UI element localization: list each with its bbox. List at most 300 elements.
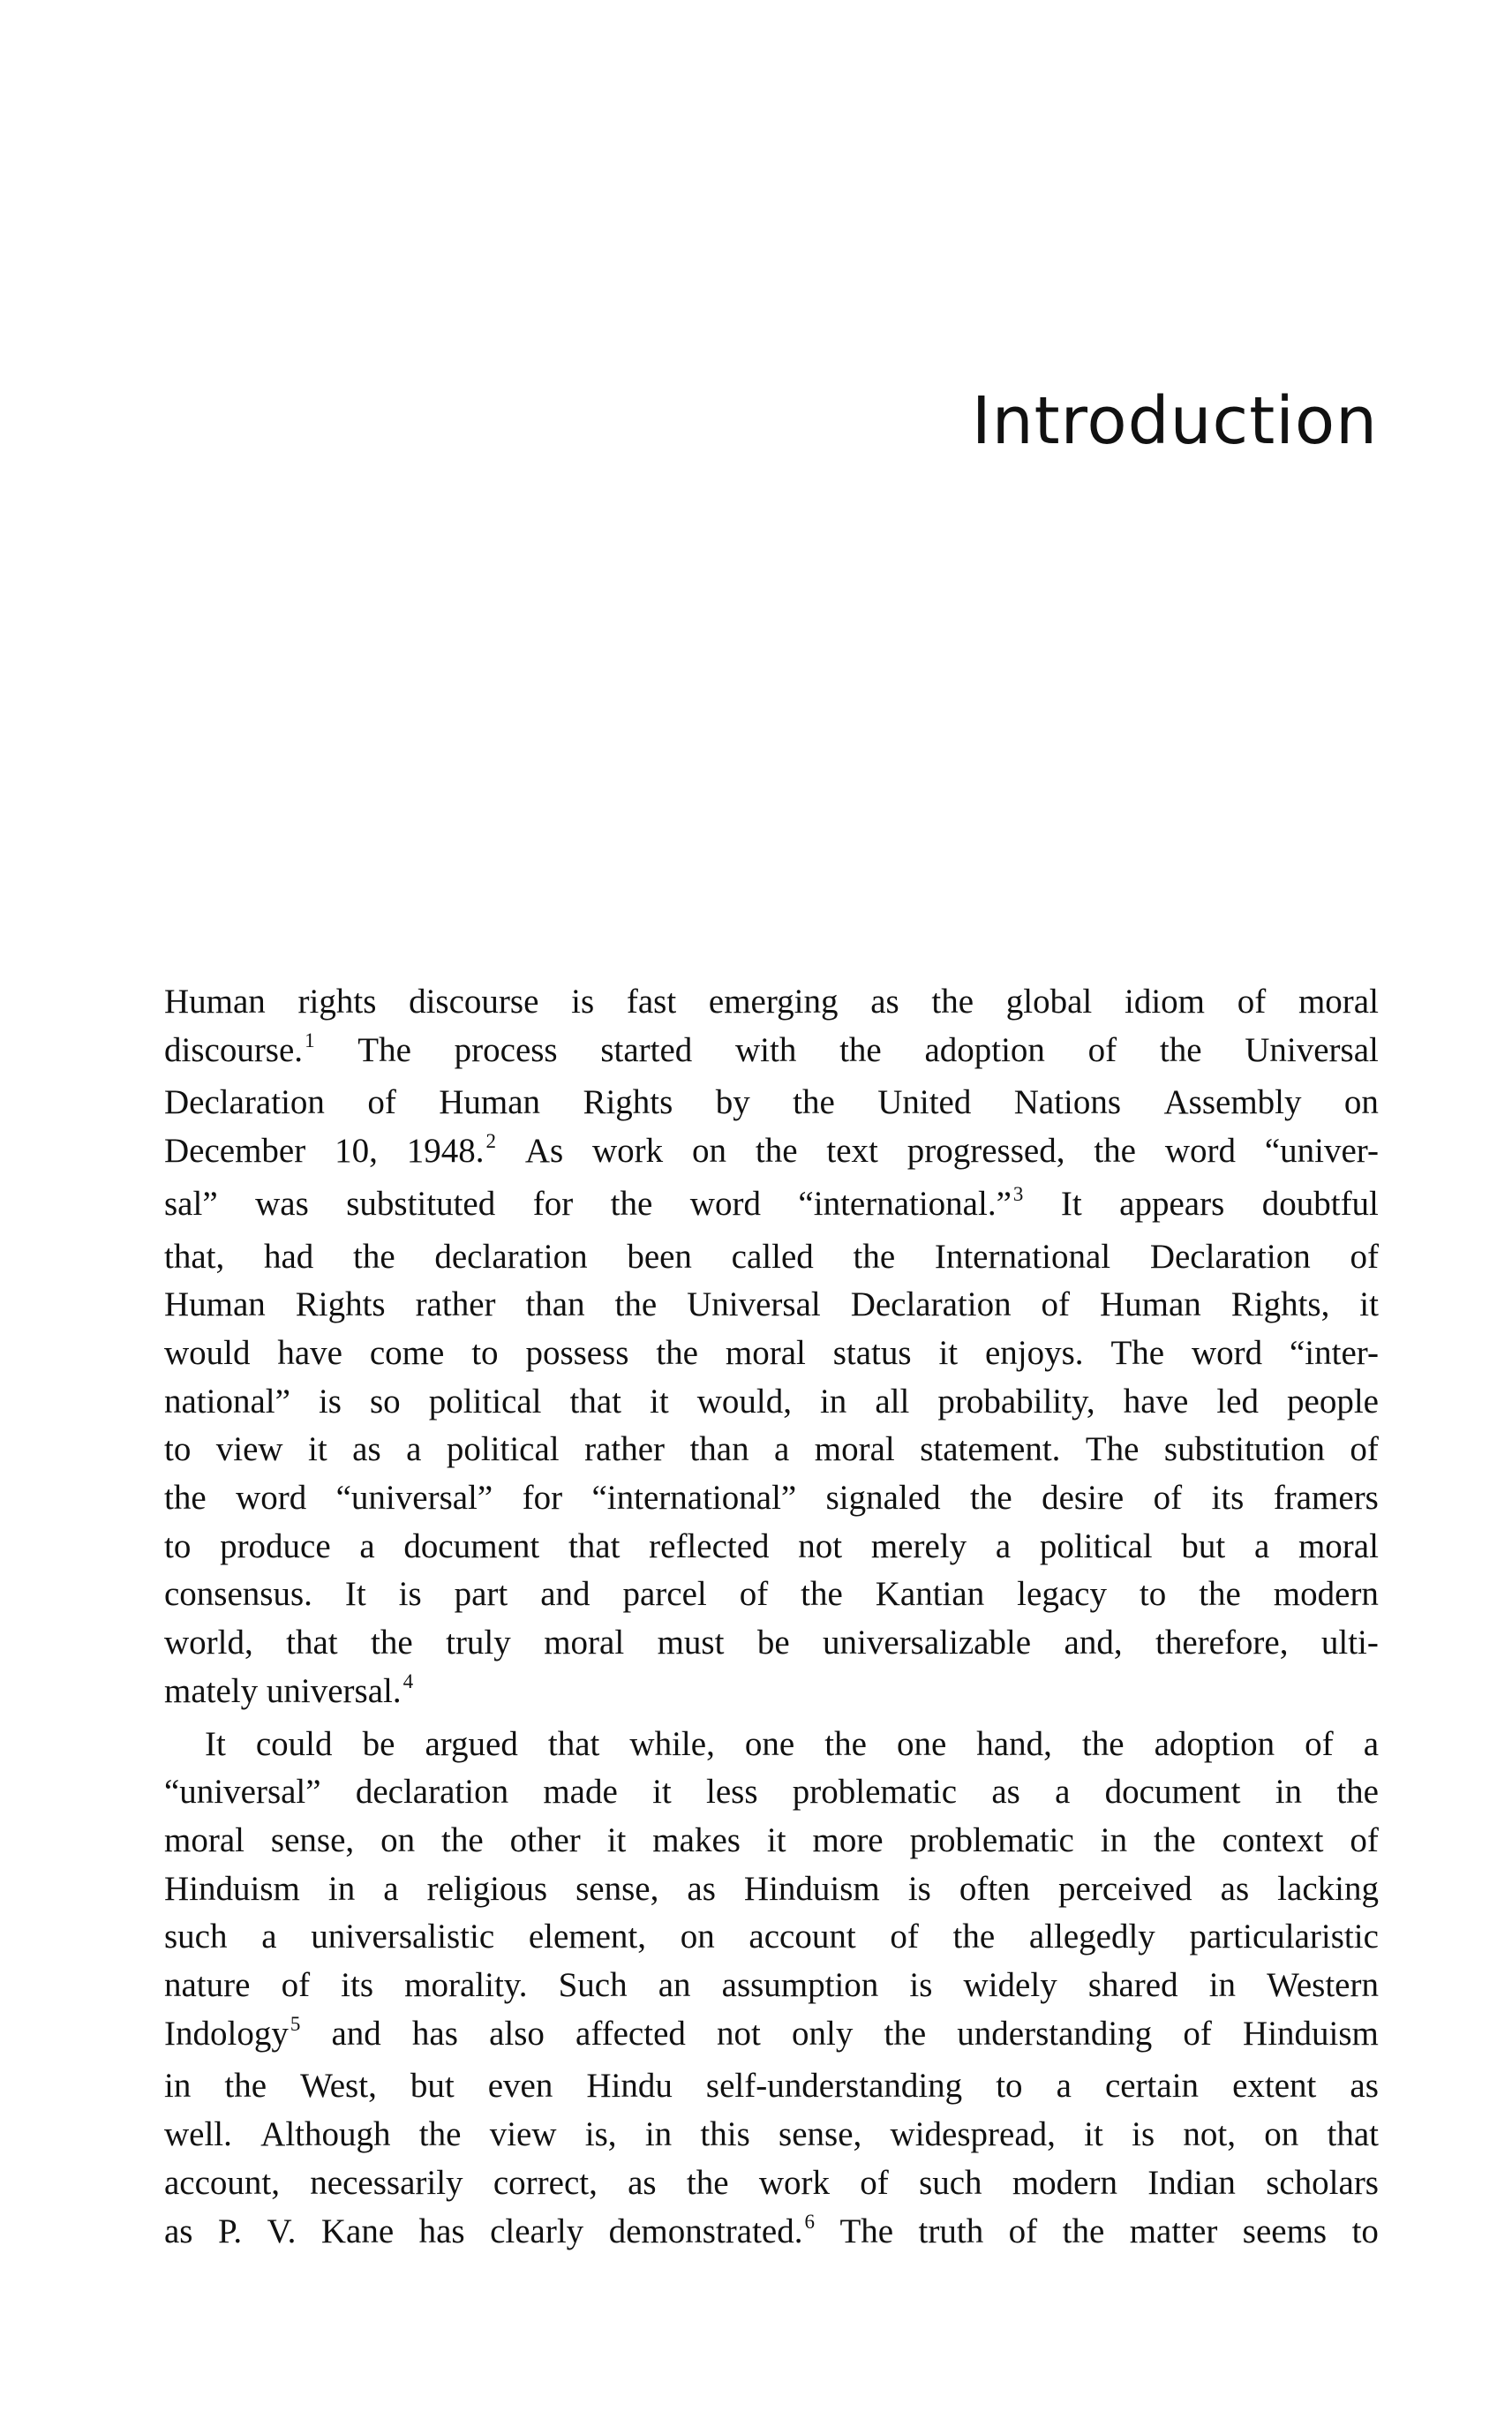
word: signaled (825, 1479, 941, 1518)
word: the (418, 2115, 462, 2154)
word: the (801, 1575, 843, 1614)
word: word (236, 1479, 307, 1518)
word: also (489, 2014, 545, 2053)
word: lacking (1277, 1869, 1379, 1908)
word: necessarily (310, 2163, 463, 2202)
word: makes (652, 1820, 741, 1859)
word: V. (267, 2212, 297, 2250)
word: widely (963, 1966, 1057, 2005)
word: a (774, 1430, 790, 1469)
word: it (1084, 2115, 1103, 2154)
word: national” (164, 1382, 290, 1421)
word: could (255, 1724, 333, 1763)
word: work (758, 2163, 830, 2202)
word: has (418, 2212, 465, 2250)
word: seems (1242, 2212, 1328, 2250)
word: be (756, 1624, 790, 1662)
word: the (610, 1184, 653, 1223)
word: it (652, 1773, 672, 1812)
word: sense, (575, 1869, 659, 1908)
word: allegedly (1028, 1918, 1155, 1956)
word: view (489, 2115, 557, 2154)
text-line (164, 1913, 1379, 1962)
word: and (331, 2014, 381, 2053)
text-line (164, 1233, 1379, 1282)
paragraph-2 (164, 1721, 1379, 2261)
word: of (890, 1918, 919, 1956)
word: moral (164, 1820, 244, 1859)
word: a (995, 1526, 1012, 1565)
word: have (277, 1333, 342, 1372)
word: account, (164, 2163, 281, 2202)
word: such (919, 2163, 982, 2202)
word: of (860, 2163, 889, 2202)
word: on (380, 1820, 416, 1859)
word: ulti- (1320, 1624, 1379, 1662)
word: while, (629, 1724, 715, 1763)
word: in (327, 1869, 356, 1908)
word: that (286, 1624, 338, 1662)
word: the (931, 983, 974, 1021)
word: on (1343, 1083, 1379, 1122)
word: clearly (490, 2212, 584, 2250)
word: document (403, 1526, 540, 1565)
word: moral (1298, 983, 1379, 1021)
word: it (1359, 1285, 1379, 1324)
word: United (877, 1083, 972, 1122)
word: started (600, 1030, 693, 1069)
word: with (735, 1030, 797, 1069)
word: The (1085, 1430, 1140, 1469)
word: a (406, 1430, 422, 1469)
word: is (571, 983, 595, 1021)
word: “international.”3 (798, 1180, 1023, 1233)
word: It (1060, 1184, 1082, 1223)
word: moral (1298, 1526, 1379, 1565)
word: on (1264, 2115, 1299, 2154)
word: Declaration (850, 1285, 1012, 1324)
word: desire (1042, 1479, 1125, 1518)
word: a (1056, 2067, 1072, 2106)
word: it (650, 1382, 669, 1421)
word: Kane (320, 2212, 395, 2250)
word: parcel (622, 1575, 707, 1614)
word: to (164, 1430, 192, 1469)
word: the (1336, 1773, 1379, 1812)
word: substituted (346, 1184, 496, 1223)
word: political (1039, 1526, 1153, 1565)
word: is (398, 1575, 422, 1614)
word: that, (164, 1237, 225, 1276)
word: not, (1183, 2115, 1236, 2154)
word: its (1211, 1479, 1245, 1518)
word: as (628, 2163, 657, 2202)
word: of (367, 1083, 396, 1122)
word: the (1154, 1820, 1196, 1859)
word: therefore, (1155, 1624, 1289, 1662)
word: rather (415, 1285, 496, 1324)
word: the (824, 1724, 867, 1763)
word: merely (870, 1526, 967, 1565)
word: Kantian (875, 1575, 985, 1614)
word: “inter- (1289, 1333, 1379, 1372)
word: mately (164, 1671, 259, 1710)
footnote-marker: 1 (305, 1029, 315, 1051)
word: Nations (1013, 1083, 1122, 1122)
word: correct, (493, 2163, 598, 2202)
word: universal.4 (267, 1668, 413, 1721)
word: been (627, 1237, 692, 1276)
word: context (1222, 1820, 1324, 1859)
word: in (819, 1382, 847, 1421)
word: problematic (909, 1820, 1074, 1859)
word: one (896, 1724, 947, 1763)
word: of (1153, 1479, 1183, 1518)
word: it (938, 1333, 959, 1372)
footnote-marker: 4 (402, 1669, 414, 1692)
word: a (261, 1918, 277, 1956)
word: Hinduism (743, 1869, 880, 1908)
word: the (793, 1083, 835, 1122)
word: emerging (708, 983, 839, 1021)
word: not (798, 1526, 843, 1565)
word: moral (814, 1430, 895, 1469)
word: modern (1012, 2163, 1117, 2202)
word: view (215, 1430, 283, 1469)
text-line (164, 1127, 1379, 1180)
text-line (164, 1027, 1379, 1080)
word: idiom (1124, 983, 1205, 1021)
word: consensus. (164, 1575, 312, 1614)
word: “international” (591, 1479, 797, 1518)
word: argued (425, 1724, 518, 1763)
word: Hinduism (164, 1869, 300, 1908)
word: that (569, 1382, 621, 1421)
word: of (1350, 1820, 1379, 1859)
word: It (344, 1575, 366, 1614)
word: declaration (355, 1773, 509, 1812)
word: International (934, 1237, 1111, 1276)
word: other (509, 1820, 581, 1859)
word: all (875, 1382, 910, 1421)
word: a (359, 1526, 375, 1565)
word: world, (164, 1624, 253, 1662)
word: has (411, 2014, 458, 2053)
text-line (164, 1079, 1379, 1127)
footnote-marker: 3 (1012, 1182, 1024, 1205)
text-line (164, 2111, 1379, 2159)
word: adoption (924, 1030, 1045, 1069)
word: well. (164, 2115, 232, 2154)
word: was (255, 1184, 309, 1223)
word: the (1159, 1030, 1202, 1069)
word: is, (584, 2115, 617, 2154)
word: element, (528, 1918, 647, 1956)
word: sense, (779, 2115, 862, 2154)
word: but (1181, 1526, 1226, 1565)
paragraph-1 (164, 978, 1379, 1721)
word: religious (426, 1869, 548, 1908)
word: West, (300, 2067, 377, 2106)
word: truth (918, 2212, 984, 2250)
word: discourse (409, 983, 539, 1021)
word: word (1164, 1132, 1236, 1171)
word: made (543, 1773, 618, 1812)
word: on (680, 1918, 715, 1956)
word: in (644, 2115, 673, 2154)
word: of (281, 1966, 311, 2005)
word: problematic (792, 1773, 958, 1812)
word: scholars (1266, 2163, 1379, 2202)
word: that (547, 1724, 600, 1763)
word: Human (164, 983, 266, 1021)
word: probability, (937, 1382, 1095, 1421)
word: “universal” (335, 1479, 493, 1518)
word: The (357, 1030, 411, 1069)
word: for (522, 1479, 563, 1518)
word: a (1253, 1526, 1270, 1565)
word: perceived (1058, 1869, 1192, 1908)
word: one (744, 1724, 795, 1763)
word: often (959, 1869, 1030, 1908)
text-line (164, 1523, 1379, 1571)
word: affected (575, 2014, 686, 2053)
word: as (352, 1430, 381, 1469)
word: by (715, 1083, 750, 1122)
word: as (1350, 2067, 1379, 2106)
word: extent (1232, 2067, 1317, 2106)
word: appears (1119, 1184, 1225, 1223)
word: understanding (957, 2014, 1153, 2053)
word: of (1350, 1237, 1379, 1276)
word: assumption (721, 1966, 879, 2005)
word: this (700, 2115, 750, 2154)
text-line (164, 1962, 1379, 2010)
word: the (970, 1479, 1012, 1518)
word: It (205, 1724, 226, 1763)
word: Rights, (1230, 1285, 1330, 1324)
word: on (692, 1132, 727, 1171)
word: of (1305, 1724, 1334, 1763)
word: as (870, 983, 899, 1021)
word: The (1110, 1333, 1165, 1372)
word: moral (725, 1333, 806, 1372)
word: it (766, 1820, 786, 1859)
word: sal” (164, 1184, 218, 1223)
word: be (362, 1724, 395, 1763)
word: Rights (295, 1285, 386, 1324)
word: Declaration (164, 1083, 325, 1122)
word: political (446, 1430, 560, 1469)
word: is (907, 1869, 931, 1908)
word: work (592, 1132, 664, 1171)
word: Indian (1147, 2163, 1236, 2202)
word: the (755, 1132, 798, 1171)
word: As (524, 1132, 564, 1171)
text-line (164, 1474, 1379, 1523)
word: the (884, 2014, 927, 2053)
word: for (532, 1184, 574, 1223)
word: fast (626, 983, 677, 1021)
word: Human (1099, 1285, 1201, 1324)
word: as (164, 2212, 193, 2250)
word: sense, (270, 1820, 355, 1859)
word: led (1216, 1382, 1259, 1421)
word: of (739, 1575, 769, 1614)
word: to (1351, 2212, 1379, 2250)
word: as (687, 1869, 716, 1908)
word: of (1237, 983, 1267, 1021)
word: had (263, 1237, 314, 1276)
word: Such (558, 1966, 628, 2005)
word: to (164, 1526, 192, 1565)
word: the (1081, 1724, 1125, 1763)
word: in (1208, 1966, 1237, 2005)
word: December (164, 1132, 306, 1171)
word: certain (1104, 2067, 1200, 2106)
word: text (826, 1132, 878, 1171)
word: such (164, 1918, 228, 1956)
word: its (341, 1966, 374, 2005)
word: less (706, 1773, 758, 1812)
word: so (369, 1382, 401, 1421)
text-line (164, 2159, 1379, 2208)
word: truly (446, 1624, 511, 1662)
word: shared (1087, 1966, 1178, 2005)
word: Hindu (586, 2067, 673, 2106)
body-text (164, 978, 1379, 2260)
word: the (656, 1333, 698, 1372)
word: “universal” (164, 1773, 321, 1812)
word: more (812, 1820, 884, 1859)
word: of (1087, 1030, 1117, 1069)
word: than (525, 1285, 585, 1324)
word: would (164, 1333, 251, 1372)
word: Universal (687, 1285, 821, 1324)
word: Rights (583, 1083, 673, 1122)
word: as (1220, 1869, 1250, 1908)
word: is (909, 1966, 933, 2005)
word: The (839, 2212, 894, 2250)
word: that (1327, 2115, 1379, 2154)
word: Assembly (1163, 1083, 1302, 1122)
word: only (792, 2014, 854, 2053)
text-line (164, 1668, 1379, 1721)
word: produce (220, 1526, 331, 1565)
word: but (410, 2067, 455, 2106)
word: discourse.1 (164, 1027, 315, 1080)
word: global (1005, 983, 1093, 1021)
word: universalistic (311, 1918, 495, 1956)
text-line (164, 2010, 1379, 2063)
word: called (731, 1237, 814, 1276)
word: document (1104, 1773, 1241, 1812)
word: than (689, 1430, 749, 1469)
word: nature (164, 1966, 251, 2005)
text-line (164, 1330, 1379, 1378)
word: the (224, 2067, 267, 2106)
word: morality. (404, 1966, 528, 2005)
word: the (164, 1479, 207, 1518)
word: come (369, 1333, 445, 1372)
word: to (471, 1333, 499, 1372)
word: matter (1129, 2212, 1218, 2250)
word: of (1350, 1430, 1379, 1469)
word: have (1123, 1382, 1189, 1421)
word: P. (217, 2212, 243, 2250)
word: in (164, 2067, 192, 2106)
word: 1948.2 (407, 1127, 496, 1180)
word: Indology5 (164, 2010, 300, 2063)
word: it (606, 1820, 627, 1859)
word: word (689, 1184, 761, 1223)
word: political (428, 1382, 542, 1421)
word: demonstrated.6 (609, 2208, 815, 2261)
word: not (717, 2014, 761, 2053)
chapter-title: Introduction (971, 383, 1378, 459)
word: self-understanding (705, 2067, 963, 2106)
text-line (164, 1180, 1379, 1233)
word: of (1008, 2212, 1038, 2250)
word: that (568, 1526, 621, 1565)
word: a (1363, 1724, 1379, 1763)
word: Declaration (1149, 1237, 1311, 1276)
word: in (1100, 1820, 1128, 1859)
word: the (352, 1237, 395, 1276)
word: it (308, 1430, 327, 1469)
word: reflected (649, 1526, 770, 1565)
word: enjoys. (984, 1333, 1084, 1372)
text-line (164, 978, 1379, 1027)
word: word (1191, 1333, 1263, 1372)
word: the (952, 1918, 996, 1956)
word: Although (260, 2115, 391, 2154)
word: hand, (976, 1724, 1052, 1763)
word: a (1055, 1773, 1071, 1812)
word: an (658, 1966, 691, 2005)
word: account (748, 1918, 856, 1956)
word: the (1199, 1575, 1241, 1614)
word: the (441, 1820, 484, 1859)
word: would, (696, 1382, 792, 1421)
text-line (164, 1865, 1379, 1914)
word: a (383, 1869, 399, 1908)
word: legacy (1017, 1575, 1107, 1614)
word: the (1062, 2212, 1105, 2250)
word: possess (525, 1333, 629, 1372)
word: the (686, 2163, 729, 2202)
word: Human (439, 1083, 541, 1122)
word: in (1275, 1773, 1303, 1812)
word: part (454, 1575, 508, 1614)
word: doubtful (1261, 1184, 1379, 1223)
word: Hinduism (1243, 2014, 1379, 2053)
footnote-marker: 2 (485, 1130, 496, 1153)
word: the (853, 1237, 896, 1276)
text-line (164, 1817, 1379, 1865)
word: must (657, 1624, 725, 1662)
footnote-marker: 5 (290, 2012, 301, 2035)
word: progressed, (906, 1132, 1065, 1171)
word: particularistic (1189, 1918, 1379, 1956)
text-line (164, 1768, 1379, 1817)
word: status (832, 1333, 912, 1372)
word: framers (1273, 1479, 1379, 1518)
text-line (164, 1619, 1379, 1668)
text-line (164, 1281, 1379, 1330)
word: Western (1267, 1966, 1379, 2005)
word: statement. (920, 1430, 1061, 1469)
